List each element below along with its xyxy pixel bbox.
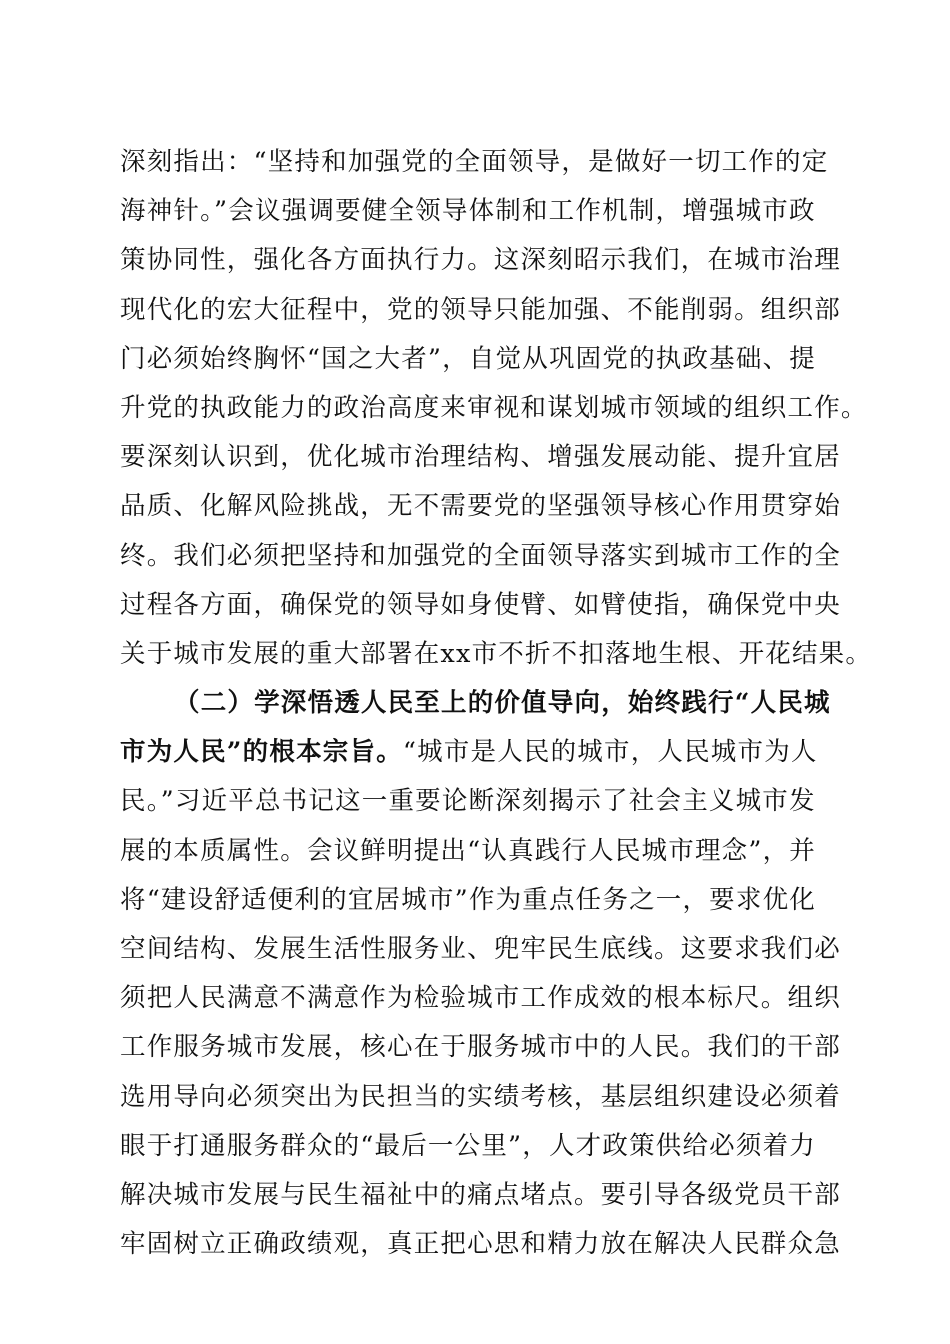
text-line: 空间结构、发展生活性服务业、兜牢民生底线。这要求我们必 bbox=[120, 934, 841, 964]
text-line: 将“建设舒适便利的宜居城市”作为重点任务之一，要求优化 bbox=[120, 884, 816, 915]
text-line: 工作服务城市发展，核心在于服务城市中的人民。我们的干部 bbox=[120, 1032, 841, 1063]
section-heading-line: （二）学深悟透人民至上的价值导向，始终践行“人民城 bbox=[174, 688, 831, 719]
text-line: 品质、化解风险挑战，无不需要党的坚强领导核心作用贯穿始 bbox=[120, 491, 841, 522]
text-line: 终。我们必须把坚持和加强党的全面领导落实到城市工作的全 bbox=[120, 540, 841, 571]
text-line: 须把人民满意不满意作为检验城市工作成效的根本标尺。组织 bbox=[120, 983, 841, 1014]
text-line: 解决城市发展与民生福祉中的痛点堵点。要引导各级党员干部 bbox=[120, 1179, 841, 1210]
text-line: 民。”习近平总书记这一重要论断深刻揭示了社会主义城市发 bbox=[120, 786, 816, 817]
text-line: 牢固树立正确政绩观，真正把心思和精力放在解决人民群众急 bbox=[120, 1229, 841, 1260]
body-text bbox=[120, 144, 873, 1275]
text-line: 过程各方面，确保党的领导如身使臂、如臂使指，确保党中央 bbox=[120, 589, 841, 620]
text-line: 要深刻认识到，优化城市治理结构、增强发展动能、提升宜居 bbox=[120, 442, 841, 473]
mixed-line bbox=[120, 734, 840, 783]
text-segment: “城市是人民的城市，人民城市为人 bbox=[402, 737, 818, 768]
text-line: 展的本质属性。会议鲜明提出“认真践行人民城市理念”，并 bbox=[120, 835, 816, 866]
text-line: 策协同性，强化各方面执行力。这深刻昭示我们，在城市治理 bbox=[120, 245, 841, 276]
text-line: 深刻指出：“坚持和加强党的全面领导，是做好一切工作的定 bbox=[120, 147, 829, 177]
text-line: 眼于打通服务群众的“最后一公里”，人才政策供给必须着力 bbox=[120, 1130, 816, 1161]
section-heading-tail: 市为人民”的根本宗旨。 bbox=[120, 737, 403, 768]
text-line: 关于城市发展的重大部署在xx市不折不扣落地生根、开花结果。 bbox=[120, 638, 873, 669]
text-line: 现代化的宏大征程中，党的领导只能加强、不能削弱。组织部 bbox=[120, 294, 841, 325]
text-line: 门必须始终胸怀“国之大者”，自觉从巩固党的执政基础、提 bbox=[120, 343, 816, 374]
text-line: 海神针。”会议强调要健全领导体制和工作机制，增强城市政 bbox=[120, 196, 816, 227]
text-line: 选用导向必须突出为民担当的实绩考核，基层组织建设必须着 bbox=[120, 1081, 841, 1112]
text-line: 升党的执政能力的政治高度来审视和谋划城市领域的组织工作。 bbox=[120, 392, 868, 423]
